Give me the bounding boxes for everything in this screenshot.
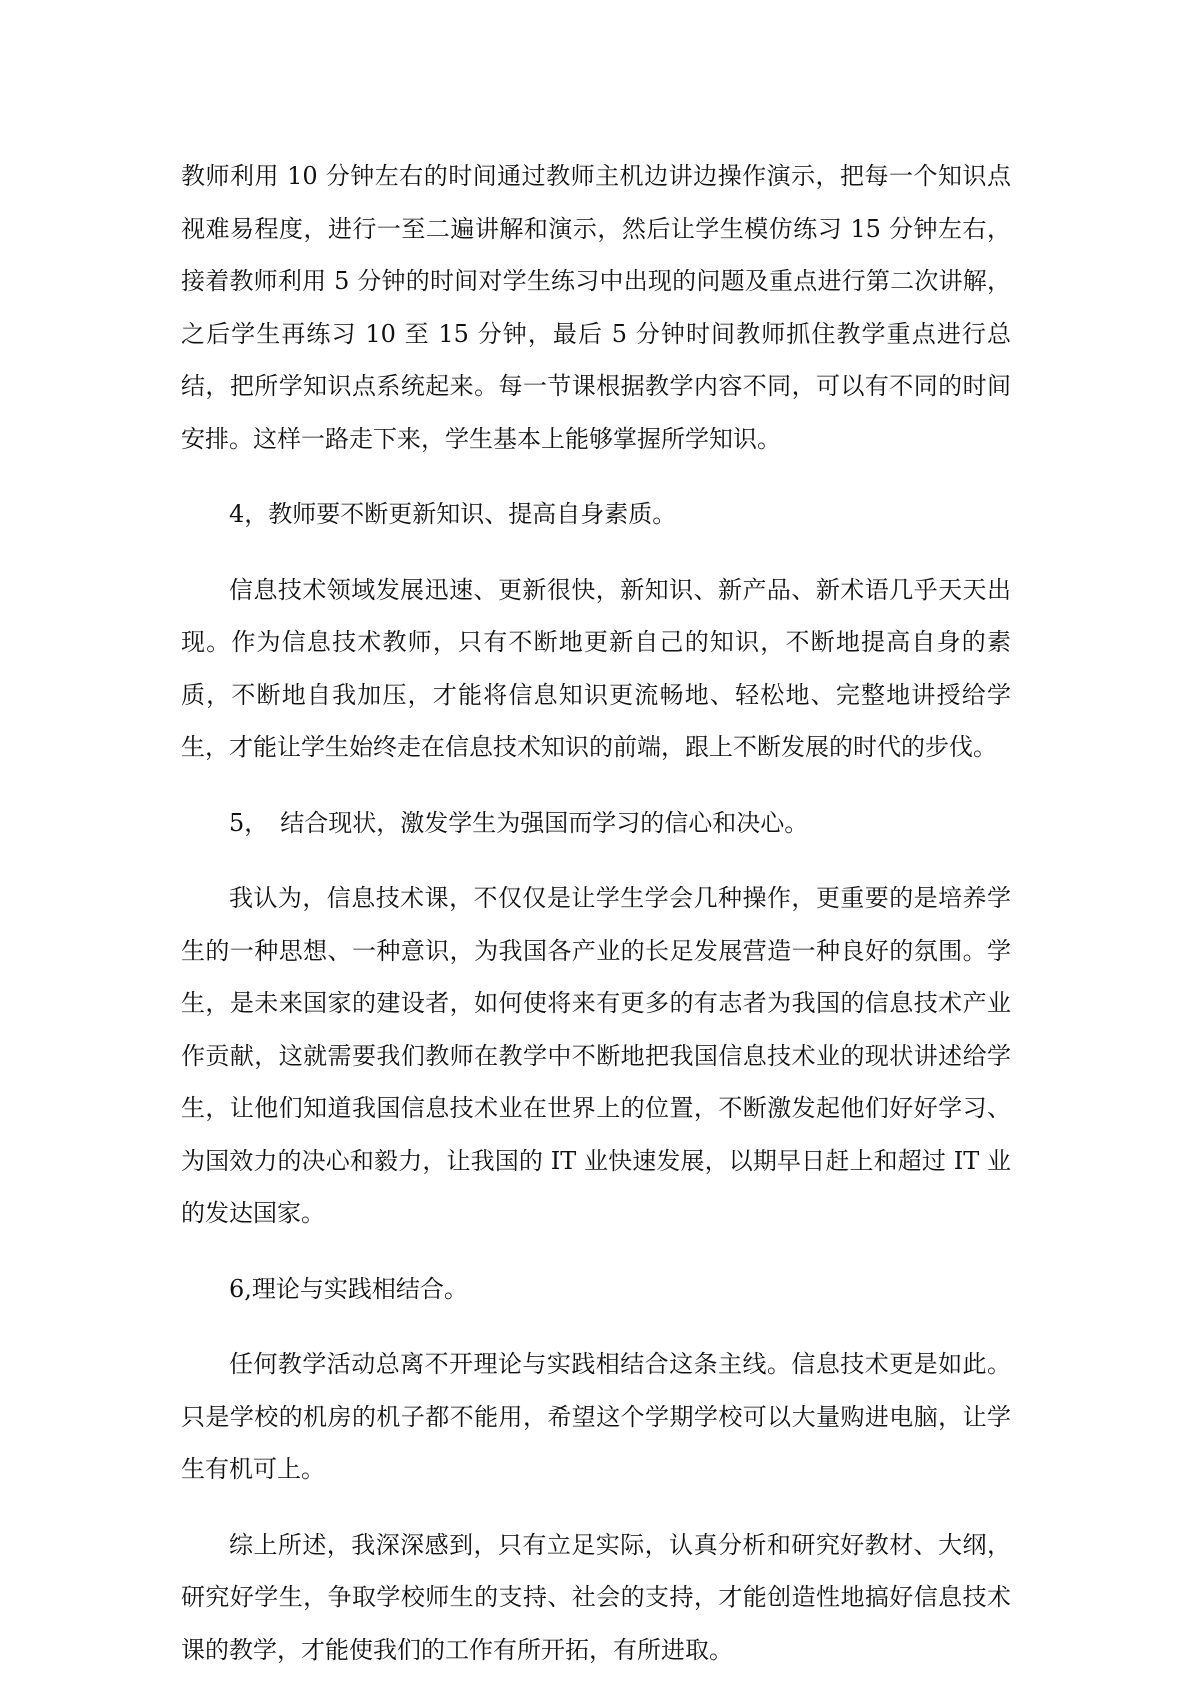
paragraph-continuation: 教师利用 10 分钟左右的时间通过教师主机边讲边操作演示，把每一个知识点视难易程度，进行一至二遍讲解和演示，然后让学生模仿练习 15 分钟左右，接着教师利用 5 分钟的时间对学生练习中出现的问题及重点进行第二次讲解，之后学生再练习 10 至 15 分钟，最后 5 分钟时间教师抓住教学重点进行总结，把所学知识点系统起来。每一节课根据教学内容不同，可以有不同的时间安排。这样一路走下来，学生基本上能够掌握所学知识。 [181, 162, 1011, 453]
paragraph-update-knowledge: 信息技术领域发展迅速、更新很快，新知识、新产品、新术语几乎天天出现。作为信息技术教师，只有不断地更新自己的知识，不断地提高自身的素质，不断地自我加压，才能将信息知识更流畅地、轻松地、完整地讲授给学生，才能让学生始终走在信息技术知识的前端，跟上不断发展的时代的步伐。 [181, 575, 1011, 761]
section-heading-4: 4，教师要不断更新知识、提高自身素质。 [229, 500, 677, 528]
section-heading-6: 6,理论与实践相结合。 [229, 1274, 468, 1303]
paragraph-motivate-students: 我认为，信息技术课，不仅仅是让学生学会几种操作，更重要的是培养学生的一种思想、一种意识，为我国各产业的长足发展营造一种良好的氛围。学生，是未来国家的建设者，如何使将来有更多的有志者为我国的信息技术产业作贡献，这就需要我们教师在教学中不断地把我国信息技术业的现状讲述给学生，让他们知道我国信息技术业在世界上的位置，不断激发起他们好好学习、为国效力的决心和毅力，让我国的 IT 业快速发展，以期早日赶上和超过 IT 业的发达国家。 [181, 884, 1011, 1227]
document-body [181, 150, 1011, 1699]
section-heading-5: 5， 结合现状，激发学生为强国而学习的信心和决心。 [229, 808, 809, 837]
paragraph-conclusion: 综上所述，我深深感到，只有立足实际，认真分析和研究好教材、大纲，研究好学生，争取学校师生的支持、社会的支持，才能创造性地搞好信息技术课的教学，才能使我们的工作有所开拓，有所进取。 [181, 1530, 1011, 1664]
paragraph-theory-practice: 任何教学活动总离不开理论与实践相结合这条主线。信息技术更是如此。只是学校的机房的机子都不能用，希望这个学期学校可以大量购进电脑，让学生有机可上。 [181, 1350, 1011, 1483]
